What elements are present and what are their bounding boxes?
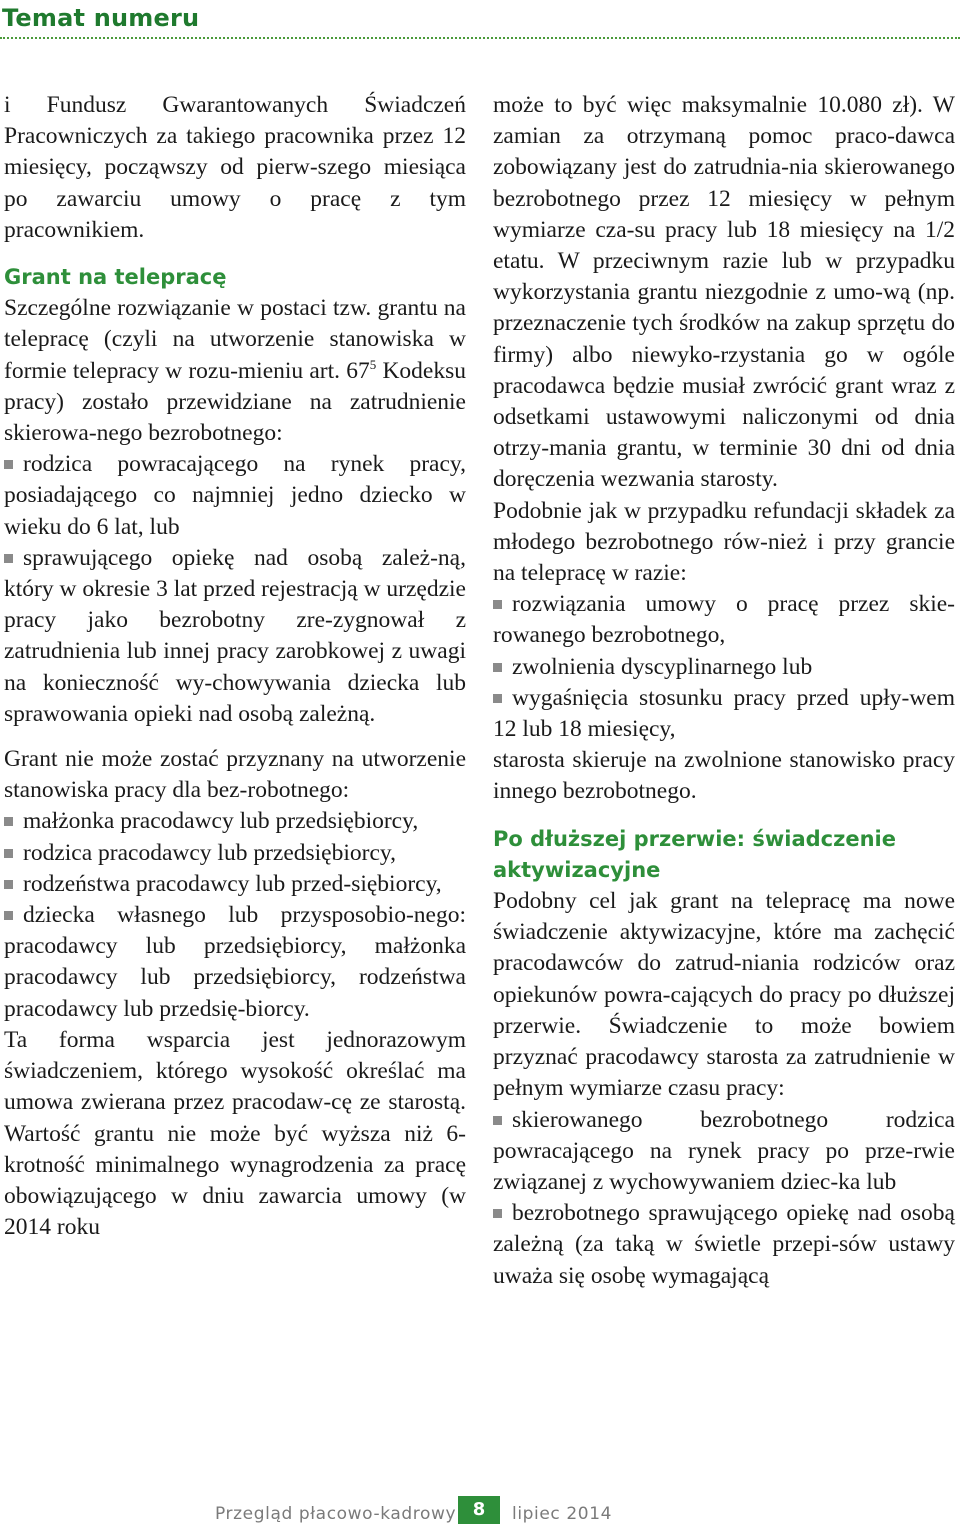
bullet-icon	[493, 600, 502, 609]
bullet-icon	[493, 663, 502, 672]
page-header	[0, 0, 960, 44]
paragraph: Grant nie może zostać przyznany na utworzenie stanowiska pracy dla bez-robotnego:	[4, 746, 466, 804]
bullet-icon	[4, 849, 13, 858]
paragraph: Ta forma wsparcia jest jednorazowym świadczeniem, którego wysokość określać ma umowa zwierana przez pracodaw-cę ze starostą. Wartość grantu nie może być wyższa niż 6-krotność minimalnego wynagrodzenia za pracę obowiązującego w dniu zawarcia umowy (w 2014 roku	[4, 1026, 466, 1241]
page-number: 8	[458, 1496, 500, 1524]
list-item: wygaśnięcia stosunku pracy przed upły-wem 12 lub 18 miesięcy,	[493, 684, 955, 743]
bullet-icon	[493, 1209, 502, 1218]
paragraph: Szczególne rozwiązanie w postaci tzw. grantu na telepracę (czyli na utworzenie stanowiska w formie telepracy w rozu-mieniu art. $67^5$ Kodeksu pracy) zostało przewidziane na zatrudnienie skierowa-nego bezrobotnego:	[4, 295, 466, 447]
right-column	[493, 90, 955, 1292]
paragraph: może to być więc maksymalnie 10.080 zł). W zamian za otrzymaną pomoc praco-dawca zobowiązany jest do zatrudnia-nia skierowanego bezrobotnego przez 12 miesięcy w pełnym wymiarze cza-su pracy lub 18 miesięcy na 1/2 etatu. W przeciwnym razie lub w przypadku wykorzystania grantu niezgodnie z umo-wą (np. przeznaczenie tych środków na zakup sprzętu do firmy) albo niewyko-rzystania go w ogóle pracodawca będzie musiał zwrócić grant wraz z odsetkami ustawowymi naliczonymi od dnia otrzy-mania grantu, w terminie 30 dni od dnia doręczenia wezwania starosty.	[493, 92, 955, 493]
paragraph: starosta skieruje na zwolnione stanowisko pracy innego bezrobotnego.	[493, 747, 955, 805]
page-footer	[0, 1496, 960, 1529]
list-item: bezrobotnego sprawującego opiekę nad osobą zależną (za taką w świetle przepi-sów ustawy uważa się osobę wymagającą	[493, 1200, 955, 1289]
bullet-icon	[4, 460, 13, 469]
superscript: 5	[369, 356, 377, 372]
bullet-icon	[493, 1116, 502, 1125]
list-item: rozwiązania umowy o pracę przez skie-rowanego bezrobotnego,	[493, 591, 955, 649]
list-item: rodzeństwa pracodawcy lub przed-siębiorcy,	[4, 869, 466, 900]
list-item: dziecka własnego lub przysposobio-nego: pracodawcy lub przedsiębiorcy, małżonka pracodawcy lub przedsiębiorcy, rodzeństwa pracodawcy lub przedsię-biorcy.	[4, 902, 466, 1022]
bullet-icon	[4, 911, 13, 920]
list-item: sprawującego opiekę nad osobą zależ-ną, który w okresie 3 lat przed rejestracją w urzędzie pracy jako bezrobotny zre-zygnował z zatrudnienia lub innej pracy zarobkowej z uwagi na konieczność wy-chowywania dziecka lub sprawowania opieki nad osobą zależną.	[4, 544, 466, 727]
list-item: rodzica powracającego na rynek pracy, posiadającego co najmniej jedno dziecko w wieku do 6 lat, lub	[4, 451, 466, 540]
paragraph: i Fundusz Gwarantowanych Świadczeń Pracowniczych za takiego pracownika przez 12 miesięcy, począwszy od pierw-szego miesiąca po zawarciu umowy o pracę z tym pracownikiem.	[4, 92, 466, 243]
left-column	[4, 90, 466, 1243]
list-item: skierowanego bezrobotnego rodzica powracającego na rynek pracy po prze-rwie związanej z wychowywaniem dziec-ka lub	[493, 1106, 955, 1195]
section-heading: Po dłuższej przerwie: świadczenie aktywizacyjne	[493, 826, 896, 882]
list-item: małżonka pracodawcy lub przedsiębiorcy,	[4, 806, 466, 837]
publication-name: Przegląd płacowo-kadrowy	[215, 1504, 457, 1524]
header-divider	[0, 37, 960, 39]
list-item: rodzica pracodawcy lub przedsiębiorcy,	[4, 838, 466, 869]
paragraph: Podobny cel jak grant na telepracę ma nowe świadczenie aktywizacyjne, które ma zachęcić pracodawców do zatrud-niania rodziców oraz opiekunów powra-cających do pracy po dłuższej przerwie. Świadczenie to może bowiem przyznać pracodawcy starosta za zatrudnienie w pełnym wymiarze czasu pracy:	[493, 888, 955, 1102]
bullet-icon	[4, 817, 13, 826]
section-title: Temat numeru	[2, 4, 200, 32]
bullet-icon	[4, 554, 13, 563]
list-item: zwolnienia dyscyplinarnego lub	[493, 652, 955, 683]
paragraph: Podobnie jak w przypadku refundacji składek za młodego bezrobotnego rów-nież i przy grancie na telepracę w razie:	[493, 497, 955, 587]
bullet-icon	[493, 694, 502, 703]
issue-date: lipiec 2014	[512, 1504, 613, 1524]
bullet-icon	[4, 880, 13, 889]
section-heading: Grant na telepracę	[4, 265, 227, 290]
